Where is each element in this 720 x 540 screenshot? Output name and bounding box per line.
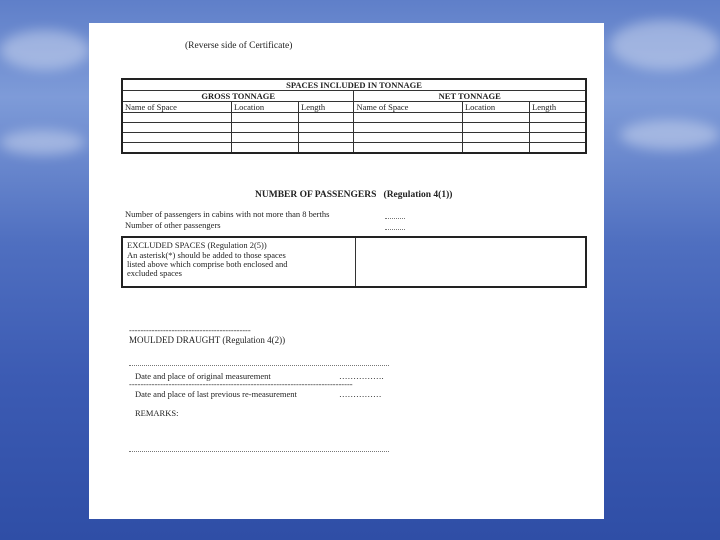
tonnage-table [121,78,587,154]
column-header: Location [231,102,298,113]
draught-label: MOULDED DRAUGHT (Regulation 4(2)) [129,335,286,345]
table-row [122,113,586,123]
table-row [122,123,586,133]
passengers-title-line [255,190,452,200]
remarks-label: REMARKS: [135,408,179,418]
excluded-title: EXCLUDED SPACES (Regulation 2(5)) [127,240,267,250]
excluded-divider [355,238,356,286]
excluded-text: excluded spaces [127,268,182,278]
excluded-text: An asterisk(*) should be added to those spaces [127,250,286,260]
background-cloud [610,20,720,70]
passengers-other-label: Number of other passengers [125,220,221,230]
column-header: Name of Space [354,102,462,113]
passengers-regulation: (Regulation 4(1)) [383,190,453,200]
passengers-cabins-label: Number of passengers in cabins with not more than 8 berths [125,209,330,219]
remarks-field [129,451,389,452]
background-cloud [0,30,90,70]
table-row [122,133,586,143]
previous-measurement-label: Date and place of last previous re-measurement [135,389,297,399]
background-cloud [620,120,720,150]
draught-value-field [129,365,389,366]
excluded-text: listed above which comprise both enclosed and [127,259,288,269]
draught-dashes: ------------------------------------------- [129,325,251,335]
column-header: Location [462,102,529,113]
column-header: Length [530,102,586,113]
certificate-page [89,23,604,519]
separator-dashes: ------------------------------------------------------------------------------- [129,379,353,389]
column-header: Name of Space [122,102,231,113]
original-measurement-label: Date and place of original measurement [135,371,271,381]
passengers-title: NUMBER OF PASSENGERS [255,190,377,200]
column-header: Length [299,102,354,113]
net-tonnage-header: NET TONNAGE [354,91,586,102]
passengers-other-field [385,229,405,230]
gross-tonnage-header: GROSS TONNAGE [122,91,354,102]
passengers-cabins-field [385,218,405,219]
tonnage-table-title: SPACES INCLUDED IN TONNAGE [122,79,586,91]
table-row [122,143,586,154]
previous-measurement-dots: …………… [339,389,382,399]
excluded-spaces-box [121,236,587,288]
page-header: (Reverse side of Certificate) [185,41,293,51]
background-cloud [0,130,85,155]
original-measurement-dots: ……………. [339,371,384,381]
